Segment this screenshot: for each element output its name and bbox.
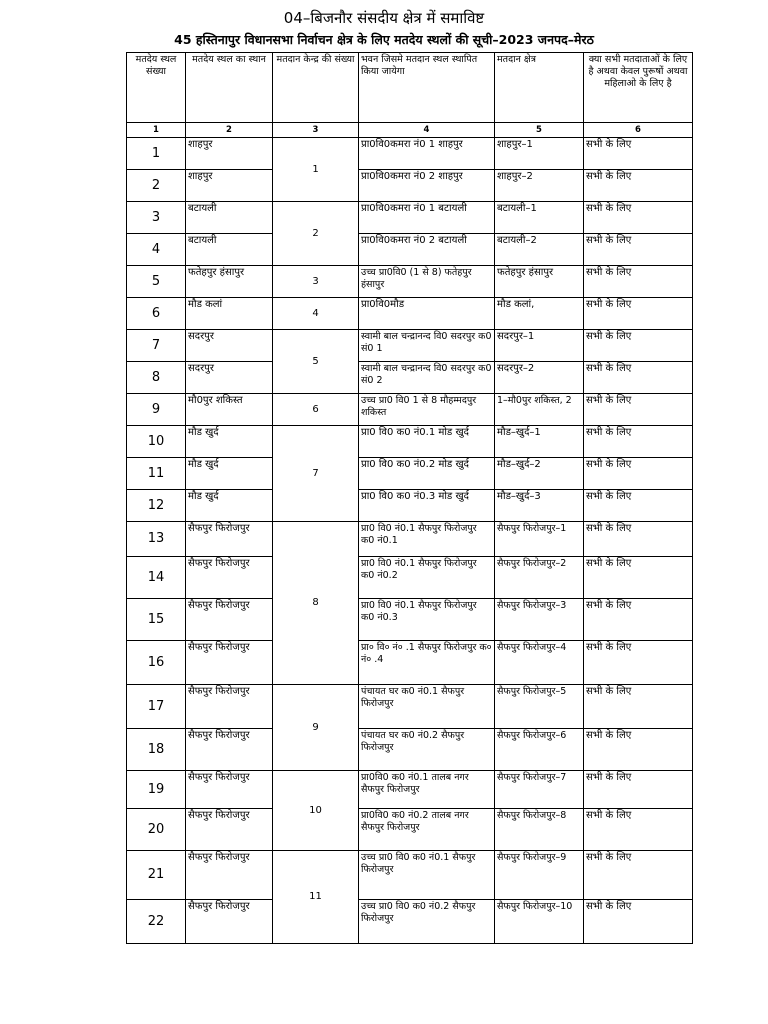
station-building: प्रा0 वि0 क0 नं0.1 मोड खुर्द bbox=[359, 426, 495, 458]
station-building: प्रा0 वि0 क0 नं0.2 मोड खुर्द bbox=[359, 458, 495, 490]
table-row bbox=[127, 170, 693, 202]
station-building: पंचायत घर क0 नं0.2 सैफपुर फिरोजपुर bbox=[359, 729, 495, 771]
station-number: 21 bbox=[127, 851, 186, 900]
center-number: 11 bbox=[273, 851, 359, 944]
voters-for: सभी के लिए bbox=[584, 599, 693, 641]
voters-for: सभी के लिए bbox=[584, 809, 693, 851]
station-number: 22 bbox=[127, 900, 186, 944]
voters-for: सभी के लिए bbox=[584, 900, 693, 944]
station-building: प्रा0वि0कमरा नं0 1 बटायली bbox=[359, 202, 495, 234]
voters-for: सभी के लिए bbox=[584, 851, 693, 900]
table-row bbox=[127, 900, 693, 944]
station-number: 6 bbox=[127, 298, 186, 330]
table-row bbox=[127, 298, 693, 330]
center-number: 2 bbox=[273, 202, 359, 266]
station-place: सैफपुर फिरोजपुर bbox=[186, 851, 273, 900]
voters-for: सभी के लिए bbox=[584, 394, 693, 426]
station-number: 12 bbox=[127, 490, 186, 522]
station-place: मौड कलां bbox=[186, 298, 273, 330]
station-place: सैफपुर फिरोजपुर bbox=[186, 900, 273, 944]
center-number: 1 bbox=[273, 138, 359, 202]
station-number: 4 bbox=[127, 234, 186, 266]
station-number: 19 bbox=[127, 771, 186, 809]
station-place: सदरपुर bbox=[186, 330, 273, 362]
column-number: 1 bbox=[127, 123, 186, 138]
station-place: सैफपुर फिरोजपुर bbox=[186, 729, 273, 771]
center-number: 8 bbox=[273, 522, 359, 685]
polling-area: सैफपुर फिरोजपुर–5 bbox=[495, 685, 584, 729]
polling-stations-table bbox=[126, 52, 693, 944]
table-row bbox=[127, 458, 693, 490]
table-row bbox=[127, 426, 693, 458]
table-row bbox=[127, 851, 693, 900]
voters-for: सभी के लिए bbox=[584, 771, 693, 809]
station-place: बटायली bbox=[186, 202, 273, 234]
document-subtitle: 45 हस्तिनापुर विधानसभा निर्वाचन क्षेत्र के लिए मतदेय स्थलों की सूची–2023 जनपद–मेरठ bbox=[174, 32, 594, 47]
polling-area: सैफपुर फिरोजपुर–10 bbox=[495, 900, 584, 944]
station-building: प्रा० वि० नं० .1 सैफपुर फिरोजपुर क० नं० .4 bbox=[359, 641, 495, 685]
table-row bbox=[127, 557, 693, 599]
station-building: स्वामी बाल चन्द्रानन्द वि0 सदरपुर क0 सं0 2 bbox=[359, 362, 495, 394]
station-place: शाहपुर bbox=[186, 170, 273, 202]
column-number: 2 bbox=[186, 123, 273, 138]
polling-area: फतेहपुर हंसापुर bbox=[495, 266, 584, 298]
table-row bbox=[127, 641, 693, 685]
station-building: प्रा0वि0कमरा नं0 2 बटायली bbox=[359, 234, 495, 266]
polling-area: सैफपुर फिरोजपुर–9 bbox=[495, 851, 584, 900]
station-number: 5 bbox=[127, 266, 186, 298]
center-number: 6 bbox=[273, 394, 359, 426]
voters-for: सभी के लिए bbox=[584, 641, 693, 685]
column-number: 5 bbox=[495, 123, 584, 138]
station-place: सैफपुर फिरोजपुर bbox=[186, 809, 273, 851]
header-station-place: मतदेय स्थल का स्थान bbox=[186, 53, 273, 123]
polling-area: सैफपुर फिरोजपुर–1 bbox=[495, 522, 584, 557]
table-row bbox=[127, 202, 693, 234]
voters-for: सभी के लिए bbox=[584, 458, 693, 490]
station-building: उच्च प्रा0 वि0 क0 नं0.2 सैफपुर फिरोजपुर bbox=[359, 900, 495, 944]
station-number: 10 bbox=[127, 426, 186, 458]
station-place: मौड खुर्द bbox=[186, 458, 273, 490]
table-row bbox=[127, 809, 693, 851]
document-title: 04–बिजनौर संसदीय क्षेत्र में समाविष्ट bbox=[283, 9, 485, 27]
station-building: उच्च प्रा0 वि0 1 से 8 मौहम्मदपुर शकिस्त bbox=[359, 394, 495, 426]
table-row bbox=[127, 490, 693, 522]
polling-area: शाहपुर–1 bbox=[495, 138, 584, 170]
header-station-number: मतदेय स्थल संख्या bbox=[127, 53, 186, 123]
station-number: 7 bbox=[127, 330, 186, 362]
station-building: प्रा0 वि0 नं0.1 सैफपुर फिरोजपुर क0 नं0.3 bbox=[359, 599, 495, 641]
center-number: 7 bbox=[273, 426, 359, 522]
column-number-row bbox=[127, 123, 693, 138]
station-place: शाहपुर bbox=[186, 138, 273, 170]
station-place: सैफपुर फिरोजपुर bbox=[186, 522, 273, 557]
station-building: उच्च प्रा0 वि0 क0 नं0.1 सैफपुर फिरोजपुर bbox=[359, 851, 495, 900]
station-number: 13 bbox=[127, 522, 186, 557]
voters-for: सभी के लिए bbox=[584, 234, 693, 266]
voters-for: सभी के लिए bbox=[584, 362, 693, 394]
station-number: 16 bbox=[127, 641, 186, 685]
voters-for: सभी के लिए bbox=[584, 298, 693, 330]
polling-area: सैफपुर फिरोजपुर–6 bbox=[495, 729, 584, 771]
station-place: सैफपुर फिरोजपुर bbox=[186, 641, 273, 685]
polling-area: मौड–खुर्द–3 bbox=[495, 490, 584, 522]
voters-for: सभी के लिए bbox=[584, 202, 693, 234]
voters-for: सभी के लिए bbox=[584, 557, 693, 599]
station-number: 11 bbox=[127, 458, 186, 490]
polling-area: सदरपुर–2 bbox=[495, 362, 584, 394]
station-building: प्रा0 वि0 क0 नं0.3 मोड खुर्द bbox=[359, 490, 495, 522]
polling-area: मौड कलां, bbox=[495, 298, 584, 330]
header-voters-for: क्या सभी मतदाताओं के लिए है अथवा केवल पुरूषों अथवा महिलाओ के लिए है bbox=[584, 53, 693, 123]
station-building: स्वामी बाल चन्द्रानन्द वि0 सदरपुर क0 सं0 1 bbox=[359, 330, 495, 362]
polling-area: बटायली–1 bbox=[495, 202, 584, 234]
station-place: बटायली bbox=[186, 234, 273, 266]
table-row bbox=[127, 729, 693, 771]
station-place: सदरपुर bbox=[186, 362, 273, 394]
center-number: 10 bbox=[273, 771, 359, 851]
center-number: 3 bbox=[273, 266, 359, 298]
center-number: 5 bbox=[273, 330, 359, 394]
station-number: 9 bbox=[127, 394, 186, 426]
table-row bbox=[127, 522, 693, 557]
voters-for: सभी के लिए bbox=[584, 490, 693, 522]
station-number: 3 bbox=[127, 202, 186, 234]
polling-area: सैफपुर फिरोजपुर–4 bbox=[495, 641, 584, 685]
station-building: प्रा0 वि0 नं0.1 सैफपुर फिरोजपुर क0 नं0.1 bbox=[359, 522, 495, 557]
station-number: 17 bbox=[127, 685, 186, 729]
column-number: 3 bbox=[273, 123, 359, 138]
station-place: फतेहपुर हंसापुर bbox=[186, 266, 273, 298]
center-number: 9 bbox=[273, 685, 359, 771]
table-row bbox=[127, 138, 693, 170]
station-place: मौड खुर्द bbox=[186, 426, 273, 458]
table-row bbox=[127, 771, 693, 809]
station-number: 2 bbox=[127, 170, 186, 202]
column-number: 4 bbox=[359, 123, 495, 138]
table-row bbox=[127, 330, 693, 362]
station-number: 14 bbox=[127, 557, 186, 599]
station-number: 1 bbox=[127, 138, 186, 170]
table-row bbox=[127, 599, 693, 641]
station-building: प्रा0वि0मौड bbox=[359, 298, 495, 330]
voters-for: सभी के लिए bbox=[584, 522, 693, 557]
station-building: प्रा0वि0 क0 नं0.1 तालब नगर सैफपुर फिरोजपुर bbox=[359, 771, 495, 809]
table-row bbox=[127, 266, 693, 298]
table-row bbox=[127, 234, 693, 266]
station-number: 8 bbox=[127, 362, 186, 394]
voters-for: सभी के लिए bbox=[584, 170, 693, 202]
station-number: 18 bbox=[127, 729, 186, 771]
station-building: उच्च प्रा0वि0 (1 से 8) फतेहपुर हंसापुर bbox=[359, 266, 495, 298]
station-building: पंचायत घर क0 नं0.1 सैफपुर फिरोजपुर bbox=[359, 685, 495, 729]
station-place: मौ0पुर शकिस्त bbox=[186, 394, 273, 426]
polling-area: सैफपुर फिरोजपुर–7 bbox=[495, 771, 584, 809]
station-place: सैफपुर फिरोजपुर bbox=[186, 771, 273, 809]
station-building: प्रा0वि0कमरा नं0 1 शाहपुर bbox=[359, 138, 495, 170]
polling-area: 1–मौ0पुर शकिस्त, 2 bbox=[495, 394, 584, 426]
table-row bbox=[127, 362, 693, 394]
header-polling-area: मतदान क्षेत्र bbox=[495, 53, 584, 123]
polling-area: सदरपुर–1 bbox=[495, 330, 584, 362]
station-place: सैफपुर फिरोजपुर bbox=[186, 599, 273, 641]
polling-area: बटायली–2 bbox=[495, 234, 584, 266]
polling-area: सैफपुर फिरोजपुर–2 bbox=[495, 557, 584, 599]
station-building: प्रा0 वि0 नं0.1 सैफपुर फिरोजपुर क0 नं0.2 bbox=[359, 557, 495, 599]
voters-for: सभी के लिए bbox=[584, 330, 693, 362]
station-number: 20 bbox=[127, 809, 186, 851]
table-row bbox=[127, 685, 693, 729]
station-place: सैफपुर फिरोजपुर bbox=[186, 685, 273, 729]
voters-for: सभी के लिए bbox=[584, 426, 693, 458]
table-header-row bbox=[127, 53, 693, 123]
station-building: प्रा0वि0 क0 नं0.2 तालब नगर सैफपुर फिरोजपुर bbox=[359, 809, 495, 851]
polling-area: शाहपुर–2 bbox=[495, 170, 584, 202]
header-center-number: मतदान केन्द्र की संख्या bbox=[273, 53, 359, 123]
header-building: भवन जिसमे मतदान स्थल स्थापित किया जायेगा bbox=[359, 53, 495, 123]
polling-area: मौड–खुर्द–2 bbox=[495, 458, 584, 490]
center-number: 4 bbox=[273, 298, 359, 330]
voters-for: सभी के लिए bbox=[584, 266, 693, 298]
table-row bbox=[127, 394, 693, 426]
station-place: सैफपुर फिरोजपुर bbox=[186, 557, 273, 599]
polling-area: सैफपुर फिरोजपुर–3 bbox=[495, 599, 584, 641]
station-place: मौड खुर्द bbox=[186, 490, 273, 522]
voters-for: सभी के लिए bbox=[584, 685, 693, 729]
voters-for: सभी के लिए bbox=[584, 138, 693, 170]
column-number: 6 bbox=[584, 123, 693, 138]
station-number: 15 bbox=[127, 599, 186, 641]
polling-area: सैफपुर फिरोजपुर–8 bbox=[495, 809, 584, 851]
voters-for: सभी के लिए bbox=[584, 729, 693, 771]
station-building: प्रा0वि0कमरा नं0 2 शाहपुर bbox=[359, 170, 495, 202]
polling-area: मौड–खुर्द–1 bbox=[495, 426, 584, 458]
